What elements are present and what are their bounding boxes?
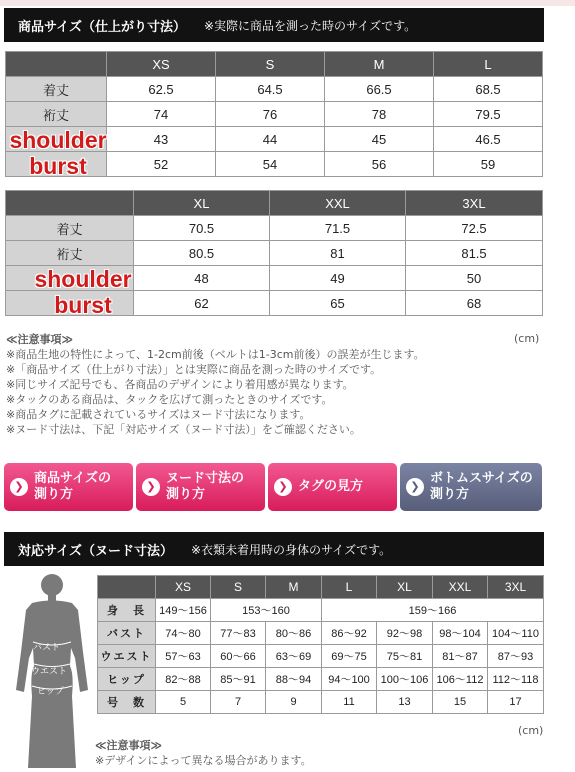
column-header: XL xyxy=(134,191,270,216)
table-cell: 74 xyxy=(107,102,216,127)
table-cell: 57〜63 xyxy=(156,645,211,668)
footer-heading: ≪注意事項≫ xyxy=(95,739,163,752)
column-header: L xyxy=(434,52,543,77)
product-size-title: 商品サイズ（仕上がり寸法） xyxy=(18,19,186,35)
table-cell: 11 xyxy=(322,691,377,714)
table-cell: 71.5 xyxy=(270,216,406,241)
table-cell: 44 xyxy=(216,127,325,152)
button-label: ヌード寸法の 測り方 xyxy=(166,471,245,502)
row-label: 裄丈 xyxy=(6,241,134,266)
row-label: 身 長 xyxy=(98,599,156,622)
table-cell: 80.5 xyxy=(134,241,270,266)
table-cell: 9 xyxy=(266,691,322,714)
column-header: S xyxy=(211,576,266,599)
table-cell: 45 xyxy=(325,127,434,152)
column-header: M xyxy=(325,52,434,77)
table-cell: 100〜106 xyxy=(377,668,433,691)
table-cell: 92〜98 xyxy=(377,622,433,645)
table-header-row xyxy=(98,576,544,599)
table-cell: 62 xyxy=(134,291,270,316)
product-size-header xyxy=(4,8,544,42)
table-cell: 112〜118 xyxy=(488,668,544,691)
row-label: バスト xyxy=(98,622,156,645)
table-row xyxy=(98,622,544,645)
table-cell: 17 xyxy=(488,691,544,714)
table-cell: 15 xyxy=(433,691,488,714)
note-line: ※同じサイズ記号でも、各商品のデザインにより着用感が異なります。 xyxy=(6,378,354,391)
table-cell: 66.5 xyxy=(325,77,434,102)
column-header: 3XL xyxy=(488,576,544,599)
table-cell: 63〜69 xyxy=(266,645,322,668)
chevron-right-icon: ❯ xyxy=(274,478,292,496)
table-cell: 50 xyxy=(406,266,543,291)
table-cell: 80〜86 xyxy=(266,622,322,645)
table-cell: 13 xyxy=(377,691,433,714)
table-cell: 106〜112 xyxy=(433,668,488,691)
chevron-right-icon: ❯ xyxy=(406,478,424,496)
button-label: タグの見方 xyxy=(298,479,364,494)
body-silhouette xyxy=(8,572,96,768)
table-header-row xyxy=(6,52,543,77)
table-cell: 59 xyxy=(434,152,543,177)
top-strip xyxy=(0,0,575,6)
table-cell: 87〜93 xyxy=(488,645,544,668)
table-cell: 78 xyxy=(325,102,434,127)
table-cell: 104〜110 xyxy=(488,622,544,645)
column-header: XXL xyxy=(433,576,488,599)
table-cell: 81〜87 xyxy=(433,645,488,668)
bottoms-size-measure-button[interactable] xyxy=(400,463,542,511)
table-row xyxy=(98,645,544,668)
row-label: ヒップ xyxy=(98,668,156,691)
row-label: 裄丈 xyxy=(6,102,107,127)
column-header: XS xyxy=(107,52,216,77)
product-size-measure-button[interactable] xyxy=(4,463,133,511)
table-cell: 81 xyxy=(270,241,406,266)
note-line: ※ヌード寸法は、下記「対応サイズ（ヌード寸法）」をご確認ください。 xyxy=(6,423,361,436)
table-cell: 153〜160 xyxy=(211,599,322,622)
column-header: S xyxy=(216,52,325,77)
note-line: ※「商品サイズ（仕上がり寸法）」とは実際に商品を測った時のサイズです。 xyxy=(6,363,382,376)
table-cell: 77〜83 xyxy=(211,622,266,645)
column-header: L xyxy=(322,576,377,599)
table-cell: 72.5 xyxy=(406,216,543,241)
table-cell: 82〜88 xyxy=(156,668,211,691)
table-cell: 65 xyxy=(270,291,406,316)
table-cell: 81.5 xyxy=(406,241,543,266)
table-cell: 56 xyxy=(325,152,434,177)
table-corner xyxy=(6,52,107,77)
column-header: XL xyxy=(377,576,433,599)
nude-size-title: 対応サイズ（ヌード寸法） xyxy=(18,543,173,559)
table-cell: 48 xyxy=(134,266,270,291)
table-corner xyxy=(6,191,134,216)
table-cell: 68 xyxy=(406,291,543,316)
row-label: 号 数 xyxy=(98,691,156,714)
notes-heading: ≪注意事項≫ xyxy=(6,333,74,346)
column-header: XXL xyxy=(270,191,406,216)
chevron-right-icon: ❯ xyxy=(10,478,28,496)
table-cell: 149〜156 xyxy=(156,599,211,622)
table-row-height xyxy=(98,599,544,622)
table-row xyxy=(6,102,543,127)
table-cell: 85〜91 xyxy=(211,668,266,691)
overlay-line: burst xyxy=(29,153,87,179)
table-cell: 88〜94 xyxy=(266,668,322,691)
row-label: 着丈 xyxy=(6,216,134,241)
table-cell: 52 xyxy=(107,152,216,177)
table-cell: 98〜104 xyxy=(433,622,488,645)
chevron-right-icon: ❯ xyxy=(142,478,160,496)
table-cell: 69〜75 xyxy=(322,645,377,668)
unit-label: (cm) xyxy=(518,724,544,737)
column-header: M xyxy=(266,576,322,599)
table-cell: 79.5 xyxy=(434,102,543,127)
table-cell: 62.5 xyxy=(107,77,216,102)
nude-size-measure-button[interactable] xyxy=(136,463,265,511)
button-label: 商品サイズの 測り方 xyxy=(34,471,111,502)
table-cell: 60〜66 xyxy=(211,645,266,668)
table-cell: 86〜92 xyxy=(322,622,377,645)
row-label: ウエスト xyxy=(98,645,156,668)
table-header-row xyxy=(6,191,543,216)
nude-size-table xyxy=(97,575,544,714)
tag-guide-button[interactable] xyxy=(268,463,397,511)
footer-line: ※デザインによって異なる場合があります。 xyxy=(95,754,312,767)
table-cell: 159〜166 xyxy=(322,599,544,622)
table-cell: 75〜81 xyxy=(377,645,433,668)
table-cell: 74〜80 xyxy=(156,622,211,645)
table-cell: 46.5 xyxy=(434,127,543,152)
nude-size-header xyxy=(4,532,544,566)
waist-label: ウエスト xyxy=(31,666,68,676)
table-cell: 54 xyxy=(216,152,325,177)
table-cell: 5 xyxy=(156,691,211,714)
table-cell: 64.5 xyxy=(216,77,325,102)
table-cell: 43 xyxy=(107,127,216,152)
column-header: XS xyxy=(156,576,211,599)
button-label: ボトムスサイズの 測り方 xyxy=(430,471,533,502)
notes-block xyxy=(6,332,425,437)
table-cell: 94〜100 xyxy=(322,668,377,691)
note-line: ※タックのある商品は、タックを広げて測ったときのサイズです。 xyxy=(6,393,333,406)
table-corner xyxy=(98,576,156,599)
table-cell: 49 xyxy=(270,266,406,291)
bust-label: バスト xyxy=(33,642,61,652)
shoulder-burst-overlay xyxy=(18,266,148,318)
hip-label: ヒップ xyxy=(37,686,64,696)
note-line: ※商品タグに記載されているサイズはヌード寸法になります。 xyxy=(6,408,311,421)
table-cell: 76 xyxy=(216,102,325,127)
table-row xyxy=(6,216,543,241)
footer-notes xyxy=(95,738,312,768)
row-label: 着丈 xyxy=(6,77,107,102)
table-row xyxy=(6,77,543,102)
column-header: 3XL xyxy=(406,191,543,216)
product-size-note: ※実際に商品を測った時のサイズです。 xyxy=(203,18,417,33)
shoulder-burst-overlay xyxy=(6,127,110,179)
overlay-line: shoulder xyxy=(9,127,107,153)
overlay-line: shoulder xyxy=(34,266,132,292)
unit-label: (cm) xyxy=(514,332,540,345)
overlay-line: burst xyxy=(54,292,112,318)
nude-size-note: ※衣類未着用時の身体のサイズです。 xyxy=(190,542,392,557)
table-row xyxy=(98,668,544,691)
table-cell: 7 xyxy=(211,691,266,714)
table-cell: 68.5 xyxy=(434,77,543,102)
note-line: ※商品生地の特性によって、1-2cm前後（ベルトは1-3cm前後）の誤差が生じます。 xyxy=(6,348,425,361)
table-cell: 70.5 xyxy=(134,216,270,241)
table-row xyxy=(6,241,543,266)
table-row xyxy=(98,691,544,714)
